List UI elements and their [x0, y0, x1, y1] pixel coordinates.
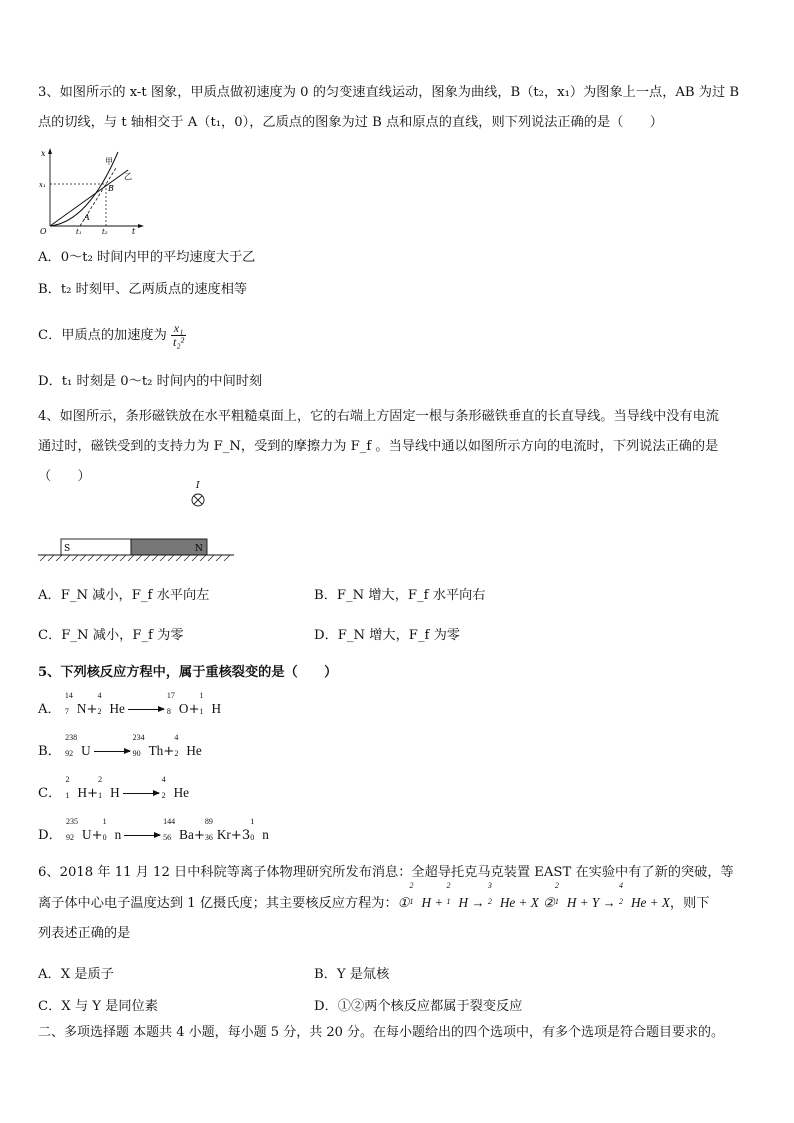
reaction-arrow	[128, 709, 164, 710]
q4-current-label: I	[196, 481, 200, 491]
nuclide-kr89: 89 36 Kr	[204, 817, 231, 842]
nuclide-n1: 1 0 n	[250, 817, 269, 842]
q3-stem	[38, 78, 762, 138]
q3-label-t2: t₂	[102, 228, 108, 236]
nuclide-h2: 2 1 H	[65, 775, 88, 800]
q6-equation-2: ② 2 1 H + Y → 4 2 He + X	[542, 881, 670, 910]
q4-option-b[interactable]: B．F_N 增大，F_f 水平向右	[314, 588, 486, 603]
q4-option-d[interactable]: D．F_N 增大，F_f 为零	[314, 628, 460, 643]
nuclide-u238: 238 92 U	[65, 733, 91, 758]
q3-axis-x: x	[41, 149, 46, 158]
q6-stem-line2: 离子体中心电子温度达到 1 亿摄氏度；其主要核反应方程为：① 2 1 H + 2 1 H → 3 2 He + X ② 2 1 H + Y → 4 2 He + X，则下	[38, 881, 710, 911]
q3-option-c-denominator: t₂²	[172, 335, 185, 349]
q3-label-x1: x₁	[39, 181, 46, 189]
q3-axis-t: t	[132, 227, 136, 236]
q4-stem-line2: 通过时，磁铁受到的支持力为 F_N，受到的摩擦力为 F_f 。当导线中通以如图所示方向的电流时，下列说法正确的是（ ）	[38, 439, 719, 484]
q3-option-c-fraction	[171, 322, 186, 349]
q6-option-b[interactable]: B．Y 是氚核	[314, 967, 390, 982]
q5-stem: 5、下列核反应方程中，属于重核裂变的是（ ）	[38, 665, 338, 680]
magnet-s-half	[61, 539, 131, 555]
section2-header: 二、多项选择题 本题共 4 小题，每小题 5 分，共 20 分。在每小题给出的四个选项中，有多个选项是符合题目要求的。	[38, 1025, 725, 1040]
q3-option-c-numerator: x₁	[171, 322, 186, 336]
q5-option-b-label: B．	[38, 744, 61, 759]
q6-equation-1: ① 2 1 H + 2 1 H → 3 2 He + X	[397, 881, 539, 910]
nuclide-he4: 4 2 He	[97, 691, 125, 716]
q3-label-yi: 乙	[124, 172, 132, 181]
q4-option-a[interactable]: A．F_N 减小，F_f 水平向左	[38, 588, 210, 603]
q3-xt-graph	[38, 146, 148, 236]
q3-stem-line2: 点的切线，与 t 轴相交于 A（t₁，0），乙质点的图象为过 B 点和原点的直线，则下列说法正确的是（ ）	[38, 115, 663, 130]
q6-option-d[interactable]: D．①②两个核反应都属于裂变反应	[314, 999, 523, 1014]
q6-option-a[interactable]: A．X 是质子	[38, 967, 114, 982]
q6-stem	[38, 858, 762, 949]
nuclide-h1: 1 1 H	[199, 691, 222, 716]
q6-option-c[interactable]: C．X 与 Y 是同位素	[38, 999, 158, 1014]
nuclide-u235: 235 92 U	[65, 817, 92, 842]
q3-option-d[interactable]: D．t₁ 时刻是 0～t₂ 时间内的中间时刻	[38, 374, 263, 389]
nuclide-n1: 1 0 n	[102, 817, 122, 842]
q5-option-a-label: A．	[38, 702, 61, 717]
q5-option-c-label: C．	[38, 786, 62, 801]
q5-option-a[interactable]: A． 14 7 N+ 4 2 He 17 8 O+ 1 1 H	[38, 698, 221, 721]
q3-option-b[interactable]: B．t₂ 时刻甲、乙两质点的速度相等	[38, 282, 248, 297]
q3-label-A: A	[84, 213, 90, 222]
q5-option-b[interactable]: B． 238 92 U 234 90 Th+ 4 2 He	[38, 740, 202, 763]
q5-option-c[interactable]: C． 2 1 H+ 2 1 H 4 2 He	[38, 782, 189, 805]
q3-label-jia: 甲	[105, 157, 113, 166]
q3-option-a[interactable]: A．0～t₂ 时间内甲的平均速度大于乙	[38, 250, 256, 265]
q5-option-d[interactable]: D． 235 92 U+ 1 0 n 144 56 Ba+ 89 36 Kr+3 1 0 n	[38, 824, 269, 847]
q3-label-B: B	[108, 184, 114, 193]
q4-option-c[interactable]: C．F_N 减小，F_f 为零	[38, 628, 184, 643]
q6-stem-line3: 列表述正确的是	[38, 926, 131, 941]
nuclide-n14: 14 7 N	[64, 691, 87, 716]
reaction-arrow	[124, 835, 160, 836]
q3-stem-line1: 3、如图所示的 x-t 图象，甲质点做初速度为 0 的匀变速直线运动，图象为曲线，B（t₂，x₁）为图象上一点，AB 为过 B	[38, 85, 740, 100]
q3-option-c[interactable]	[38, 322, 186, 349]
magnet-n-label: N	[195, 544, 203, 554]
current-into-page-icon	[192, 494, 204, 506]
nuclide-ba144: 144 56 Ba	[163, 817, 194, 842]
q3-label-O: O	[40, 227, 47, 236]
reaction-arrow	[123, 793, 159, 794]
nuclide-h2: 2 1 H	[98, 775, 120, 800]
table-hatching	[40, 555, 230, 561]
q4-magnet-diagram	[38, 478, 238, 568]
nuclide-he4: 4 2 He	[161, 775, 189, 800]
nuclide-th234: 234 90 Th	[132, 733, 164, 758]
reaction-arrow	[94, 751, 130, 752]
q5-option-d-label: D．	[38, 828, 62, 843]
q4-stem-line1: 4、如图所示，条形磁铁放在水平粗糙桌面上，它的右端上方固定一根与条形磁铁垂直的长直导线。当导线中没有电流	[38, 409, 719, 424]
q3-label-t1: t₁	[76, 228, 82, 236]
q6-stem-line1: 6、2018 年 11 月 12 日中科院等离子体物理研究所发布消息：全超导托克马克装置 EAST 在实验中有了新的突破，等	[38, 865, 734, 880]
q3-option-c-text: C．甲质点的加速度为	[38, 328, 167, 343]
nuclide-he4: 4 2 He	[174, 733, 202, 758]
nuclide-o17: 17 8 O	[166, 691, 189, 716]
magnet-s-label: S	[64, 544, 71, 554]
